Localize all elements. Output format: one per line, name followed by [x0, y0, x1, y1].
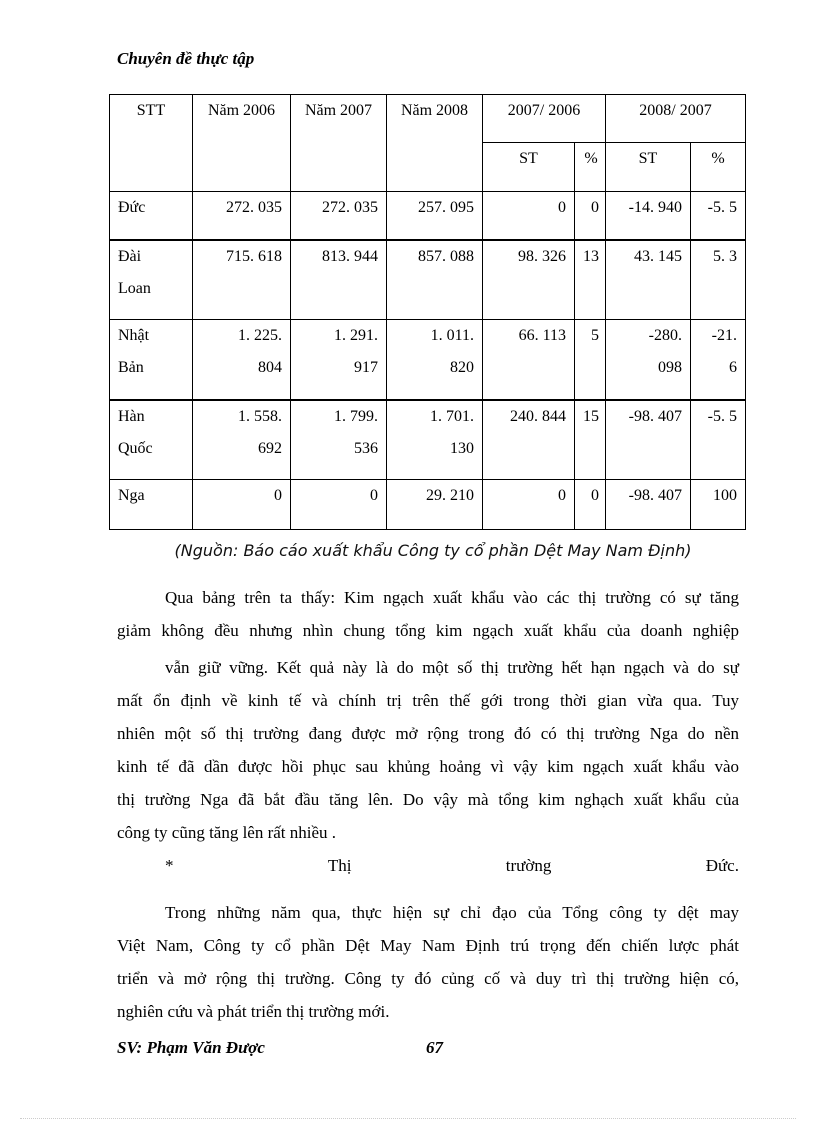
bullet-word-2: trường [505, 856, 552, 875]
pct-2008-2007: -21. [711, 327, 737, 344]
header-2007: Năm 2007 [291, 95, 387, 192]
header-title: Chuyên đề thực tập [117, 49, 255, 68]
value-2007-cont: 536 [354, 439, 378, 457]
page-bottom-rule [20, 1118, 796, 1119]
paragraph-line: nghiên cứu và phát triển thị trường mới. [117, 1002, 390, 1021]
value-2006-cont: 804 [258, 359, 282, 376]
pct-2007-2006: 0 [591, 199, 599, 216]
table-row [110, 320, 746, 400]
pct-2008-2007: 100 [713, 487, 737, 504]
value-2007-cont: 917 [354, 359, 378, 376]
bullet-word-3: Đức. [705, 856, 739, 875]
st-2008-2007: -98. 407 [628, 407, 682, 425]
value-2007: 272. 035 [322, 199, 378, 216]
value-2008: 257. 095 [418, 199, 474, 216]
st-2007-2006: 0 [558, 199, 566, 216]
value-2008: 1. 701. [430, 407, 474, 425]
st-2008-2007-cont: 098 [658, 359, 682, 376]
country-name: Đài [118, 247, 142, 265]
paragraph-line: triển và mở rộng thị trường. Công ty đó củng cố và duy trì thị trường hiện có, [117, 969, 739, 988]
paragraph-line: công ty cũng tăng lên rất nhiều . [117, 823, 337, 842]
paragraph-line: vẫn giữ vững. Kết quả này là do một số thị trường hết hạn ngạch và do sự [165, 658, 739, 677]
paragraph-line: nhiên một số thị trường đang được mở rộng trong đó có thị trường Nga do nền [117, 724, 739, 743]
value-2006: 272. 035 [226, 199, 282, 216]
paragraph-analysis [117, 581, 739, 849]
table-row [110, 400, 746, 480]
value-2008: 857. 088 [418, 247, 474, 265]
paragraph-line: giảm không đều nhưng nhìn chung tổng kim ngạch xuất khẩu của doanh nghiệp [117, 621, 739, 640]
pct-2008-2007-cont: 6 [729, 359, 737, 376]
st-2008-2007: -98. 407 [628, 487, 682, 504]
table-source-caption: (Nguồn: Báo cáo xuất khẩu Công ty cổ phần Dệt May Nam Định) [174, 541, 692, 560]
st-2008-2007: -280. [648, 327, 682, 344]
value-2008-cont: 820 [450, 359, 474, 376]
value-2007: 1. 291. [334, 327, 378, 344]
value-2006: 1. 225. [238, 327, 282, 344]
value-2008: 29. 210 [426, 487, 474, 504]
country-name: Hàn [118, 407, 145, 425]
country-name: Đức [118, 199, 146, 216]
value-2007: 0 [370, 487, 378, 504]
subheader-pct-1: % [575, 143, 606, 192]
value-2006: 1. 558. [238, 407, 282, 425]
table-row [110, 192, 746, 240]
country-name-2: Loan [118, 279, 151, 297]
country-name: Nga [118, 487, 145, 504]
header-2008-2007: 2008/ 2007 [606, 95, 746, 143]
value-2006: 0 [274, 487, 282, 504]
paragraph-strategy [117, 896, 739, 1028]
paragraph-line: thị trường Nga đã bắt đầu tăng lên. Do vậy mà tổng kim nghạch xuất khẩu của [117, 790, 739, 809]
pct-2007-2006: 5 [591, 327, 599, 344]
pct-2007-2006: 0 [591, 487, 599, 504]
country-name: Nhật [118, 327, 150, 344]
pct-2008-2007: 5. 3 [713, 247, 737, 265]
header-stt: STT [110, 95, 193, 192]
subheader-st-1: ST [483, 143, 575, 192]
paragraph-line: mất ổn định về kinh tế và chính trị trên thế gới trong thời gian vừa qua. Tuy [117, 691, 739, 710]
country-name-2: Quốc [118, 439, 153, 457]
st-2008-2007: 43. 145 [634, 247, 682, 265]
paragraph-line: Việt Nam, Công ty cổ phần Dệt May Nam Định trú trọng đến chiến lược phát [117, 936, 739, 955]
footer-student-name: SV: Phạm Văn Được [117, 1038, 265, 1057]
pct-2007-2006: 13 [583, 247, 599, 265]
bullet-word-1: Thị [327, 856, 352, 875]
header-2007-2006: 2007/ 2006 [483, 95, 606, 143]
st-2008-2007: -14. 940 [628, 199, 682, 216]
table-row [110, 240, 746, 320]
st-2007-2006: 240. 844 [510, 407, 566, 425]
paragraph-line: Trong những năm qua, thực hiện sự chỉ đạo của Tổng công ty dệt may [165, 903, 739, 922]
country-name-2: Bản [118, 359, 144, 376]
paragraph-line: Qua bảng trên ta thấy: Kim ngạch xuất khẩu vào các thị trường có sự tăng [165, 588, 739, 607]
subheader-pct-2: % [691, 143, 746, 192]
value-2008: 1. 011. [430, 327, 474, 344]
footer-page-number: 67 [426, 1038, 443, 1057]
st-2007-2006: 66. 113 [518, 327, 566, 344]
export-table [109, 94, 746, 530]
bullet-star: * [165, 856, 174, 875]
value-2007: 813. 944 [322, 247, 378, 265]
header-2006: Năm 2006 [193, 95, 291, 192]
pct-2008-2007: -5. 5 [707, 199, 737, 216]
header-2008: Năm 2008 [387, 95, 483, 192]
value-2008-cont: 130 [450, 439, 474, 457]
subheader-st-2: ST [606, 143, 691, 192]
st-2007-2006: 98. 326 [518, 247, 566, 265]
section-heading-germany-market [165, 856, 739, 876]
st-2007-2006: 0 [558, 487, 566, 504]
paragraph-line: kinh tế đã dần được hồi phục sau khủng hoảng vì vậy kim ngạch xuất khẩu vào [117, 757, 739, 776]
table-row [110, 480, 746, 530]
pct-2008-2007: -5. 5 [707, 407, 737, 425]
value-2006: 715. 618 [226, 247, 282, 265]
pct-2007-2006: 15 [583, 407, 599, 425]
value-2007: 1. 799. [334, 407, 378, 425]
value-2006-cont: 692 [258, 439, 282, 457]
